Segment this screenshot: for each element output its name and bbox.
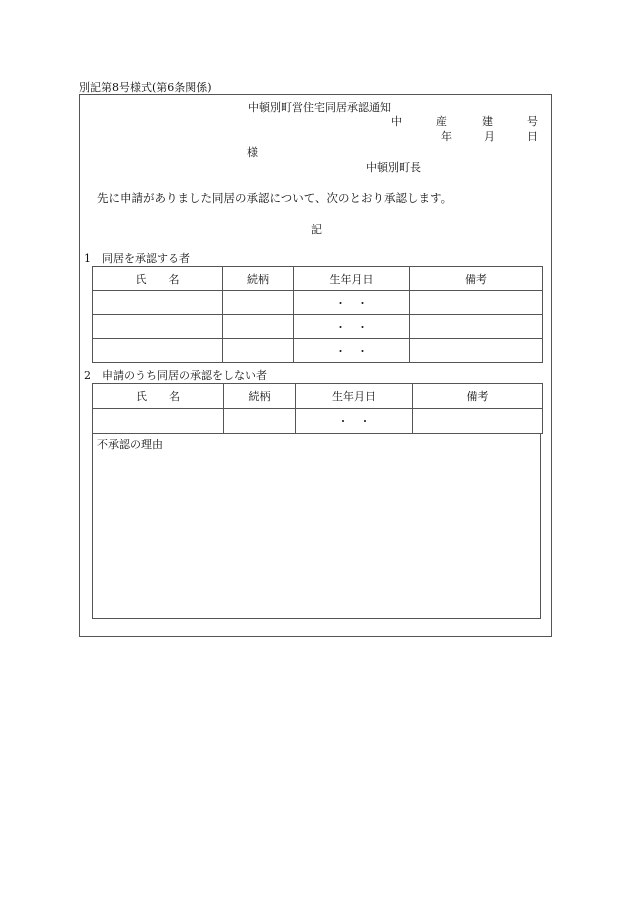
issuer-mayor: 中頓別町長 (366, 161, 421, 174)
table-row (93, 339, 543, 363)
form-number-label: 別記第8号様式(第6条関係) (79, 81, 212, 94)
relation-cell (223, 291, 294, 315)
notice-form (79, 94, 552, 637)
remarks-cell (410, 315, 543, 339)
date-day-label: 日 (527, 130, 538, 143)
name-cell (93, 409, 224, 434)
remarks-cell (410, 291, 543, 315)
rejection-reason-label: 不承認の理由 (97, 438, 163, 451)
issuer-char-3: 建 (482, 115, 493, 128)
document-title: 中頓別町営住宅同居承認通知 (248, 101, 391, 114)
remarks-cell (413, 409, 543, 434)
birthdate-cell: ・ ・ (294, 291, 410, 315)
header-relation: 続柄 (224, 384, 296, 409)
section2-heading: 2 申請のうち同居の承認をしない者 (84, 369, 267, 382)
date-month-label: 月 (484, 130, 495, 143)
table-header-row (93, 267, 543, 291)
relation-cell (223, 315, 294, 339)
issuer-char-1: 中 (391, 115, 402, 128)
header-relation: 続柄 (223, 267, 294, 291)
addressee-suffix: 様 (247, 146, 258, 159)
table-row (93, 315, 543, 339)
table-header-row (93, 384, 543, 409)
header-birthdate: 生年月日 (294, 267, 410, 291)
name-cell (93, 291, 223, 315)
birthdate-cell: ・ ・ (294, 315, 410, 339)
relation-cell (224, 409, 296, 434)
header-name: 氏 名 (93, 384, 224, 409)
header-birthdate: 生年月日 (296, 384, 413, 409)
birthdate-cell: ・ ・ (296, 409, 413, 434)
relation-cell (223, 339, 294, 363)
header-name: 氏 名 (93, 267, 223, 291)
approved-persons-table (92, 266, 543, 363)
issuer-char-4: 号 (527, 115, 538, 128)
ki-heading: 記 (311, 223, 322, 236)
notice-body-text: 先に申請がありました同居の承認について、次のとおり承認します。 (97, 191, 453, 205)
date-year-label: 年 (441, 130, 452, 143)
name-cell (93, 339, 223, 363)
name-cell (93, 315, 223, 339)
not-approved-persons-table (92, 383, 543, 434)
table-row (93, 409, 543, 434)
rejection-reason-box (92, 434, 541, 619)
issuer-char-2: 産 (436, 115, 447, 128)
section1-heading: 1 同居を承認する者 (84, 252, 190, 265)
remarks-cell (410, 339, 543, 363)
header-remarks: 備考 (413, 384, 543, 409)
table-row (93, 291, 543, 315)
birthdate-cell: ・ ・ (294, 339, 410, 363)
header-remarks: 備考 (410, 267, 543, 291)
